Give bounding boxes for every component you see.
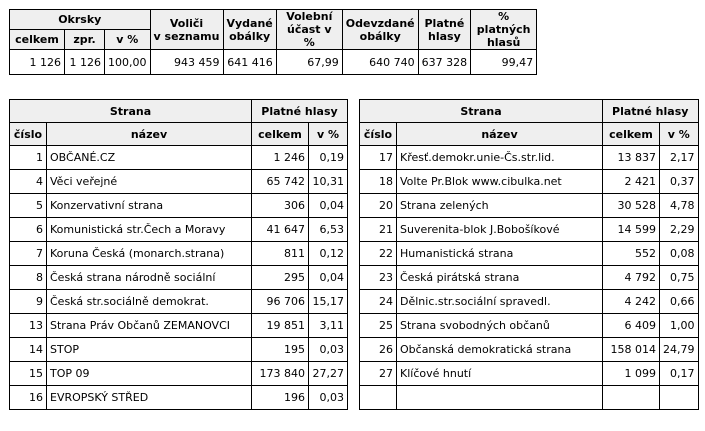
party-votes: 13 837 xyxy=(603,146,660,170)
party-votes: 173 840 xyxy=(252,362,309,386)
party-number: 6 xyxy=(10,218,47,242)
table-row xyxy=(10,242,348,266)
party-number: 23 xyxy=(360,266,397,290)
okrsky-header: Okrsky xyxy=(10,10,151,30)
nazev-header: název xyxy=(397,123,603,146)
party-number: 14 xyxy=(10,338,47,362)
party-number: 26 xyxy=(360,338,397,362)
table-row xyxy=(10,194,348,218)
party-percent: 0,08 xyxy=(660,242,699,266)
okrsky-pct-header: v % xyxy=(105,30,151,50)
party-rows-right xyxy=(360,146,699,410)
table-row xyxy=(360,266,699,290)
party-number: 9 xyxy=(10,290,47,314)
odevzdane-value: 640 740 xyxy=(342,50,418,75)
party-votes: 811 xyxy=(252,242,309,266)
party-percent: 2,17 xyxy=(660,146,699,170)
party-votes: 2 421 xyxy=(603,170,660,194)
party-percent: 0,66 xyxy=(660,290,699,314)
okrsky-celkem-header: celkem xyxy=(10,30,65,50)
party-votes: 41 647 xyxy=(252,218,309,242)
party-name: Klíčové hnutí xyxy=(397,362,603,386)
table-row xyxy=(10,386,348,410)
table-row xyxy=(10,170,348,194)
party-votes: 65 742 xyxy=(252,170,309,194)
party-votes: 96 706 xyxy=(252,290,309,314)
party-percent: 0,17 xyxy=(660,362,699,386)
party-number: 27 xyxy=(360,362,397,386)
party-name: Strana svobodných občanů xyxy=(397,314,603,338)
party-percent: 0,75 xyxy=(660,266,699,290)
party-name: Konzervativní strana xyxy=(47,194,252,218)
party-number: 20 xyxy=(360,194,397,218)
party-name: Volte Pr.Blok www.cibulka.net xyxy=(397,170,603,194)
party-name: Koruna Česká (monarch.strana) xyxy=(47,242,252,266)
party-percent: 24,79 xyxy=(660,338,699,362)
party-percent: 4,78 xyxy=(660,194,699,218)
platne-header: Platné hlasy xyxy=(418,10,471,50)
party-votes: 19 851 xyxy=(252,314,309,338)
table-row xyxy=(360,218,699,242)
party-votes: 1 099 xyxy=(603,362,660,386)
table-row xyxy=(360,386,699,410)
vydane-header: Vydané obálky xyxy=(223,10,276,50)
party-name: Věci veřejné xyxy=(47,170,252,194)
party-number: 7 xyxy=(10,242,47,266)
party-votes: 552 xyxy=(603,242,660,266)
party-name: STOP xyxy=(47,338,252,362)
table-row xyxy=(360,146,699,170)
strana-header: Strana xyxy=(360,100,603,123)
table-row xyxy=(360,242,699,266)
party-name: Česká pirátská strana xyxy=(397,266,603,290)
party-percent: 1,00 xyxy=(660,314,699,338)
party-percent xyxy=(660,386,699,410)
party-table-right xyxy=(359,99,699,410)
party-name: Humanistická strana xyxy=(397,242,603,266)
party-percent: 0,04 xyxy=(309,266,348,290)
party-votes: 30 528 xyxy=(603,194,660,218)
party-number: 22 xyxy=(360,242,397,266)
party-name: Komunistická str.Čech a Moravy xyxy=(47,218,252,242)
party-number: 4 xyxy=(10,170,47,194)
celkem-header: celkem xyxy=(603,123,660,146)
party-votes: 14 599 xyxy=(603,218,660,242)
platne-hlasy-header: Platné hlasy xyxy=(603,100,699,123)
party-percent: 0,03 xyxy=(309,386,348,410)
okrsky-pct-value: 100,00 xyxy=(105,50,151,75)
vydane-value: 641 416 xyxy=(223,50,276,75)
okrsky-zpr-header: zpr. xyxy=(65,30,105,50)
table-row xyxy=(10,362,348,386)
table-row xyxy=(360,314,699,338)
party-name: Suverenita-blok J.Bobošíkové xyxy=(397,218,603,242)
table-row xyxy=(10,314,348,338)
party-number: 13 xyxy=(10,314,47,338)
party-percent: 0,04 xyxy=(309,194,348,218)
table-row xyxy=(360,170,699,194)
okrsky-celkem-value: 1 126 xyxy=(10,50,65,75)
table-row xyxy=(360,290,699,314)
party-percent: 10,31 xyxy=(309,170,348,194)
table-row xyxy=(10,338,348,362)
party-number: 24 xyxy=(360,290,397,314)
party-number: 5 xyxy=(10,194,47,218)
pct-header: v % xyxy=(309,123,348,146)
party-rows-left xyxy=(10,146,348,410)
pct-header: v % xyxy=(660,123,699,146)
party-name: Občanská demokratická strana xyxy=(397,338,603,362)
party-votes: 306 xyxy=(252,194,309,218)
party-percent: 2,29 xyxy=(660,218,699,242)
party-name xyxy=(397,386,603,410)
party-number: 1 xyxy=(10,146,47,170)
pct-platnych-header: % platných hlasů xyxy=(471,10,537,50)
party-votes: 196 xyxy=(252,386,309,410)
party-votes: 1 246 xyxy=(252,146,309,170)
ucast-header: Volební účast v % xyxy=(276,10,342,50)
table-row xyxy=(360,338,699,362)
party-percent: 0,03 xyxy=(309,338,348,362)
party-votes xyxy=(603,386,660,410)
party-votes: 6 409 xyxy=(603,314,660,338)
party-percent: 3,11 xyxy=(309,314,348,338)
table-row xyxy=(360,194,699,218)
party-votes: 158 014 xyxy=(603,338,660,362)
strana-header: Strana xyxy=(10,100,252,123)
ucast-value: 67,99 xyxy=(276,50,342,75)
party-percent: 0,12 xyxy=(309,242,348,266)
nazev-header: název xyxy=(47,123,252,146)
odevzdane-header: Odevzdané obálky xyxy=(342,10,418,50)
party-votes: 295 xyxy=(252,266,309,290)
party-number: 17 xyxy=(360,146,397,170)
table-row xyxy=(10,218,348,242)
party-percent: 27,27 xyxy=(309,362,348,386)
party-number: 16 xyxy=(10,386,47,410)
party-name: OBČANÉ.CZ xyxy=(47,146,252,170)
party-name: Česká strana národně sociální xyxy=(47,266,252,290)
party-percent: 15,17 xyxy=(309,290,348,314)
party-table-left xyxy=(9,99,348,410)
party-name: Strana Práv Občanů ZEMANOVCI xyxy=(47,314,252,338)
cislo-header: číslo xyxy=(10,123,47,146)
party-number: 8 xyxy=(10,266,47,290)
party-number: 15 xyxy=(10,362,47,386)
celkem-header: celkem xyxy=(252,123,309,146)
party-votes: 4 792 xyxy=(603,266,660,290)
party-votes: 4 242 xyxy=(603,290,660,314)
party-name: Dělnic.str.sociální spravedl. xyxy=(397,290,603,314)
pct-platnych-value: 99,47 xyxy=(471,50,537,75)
party-number: 21 xyxy=(360,218,397,242)
table-row xyxy=(360,362,699,386)
party-percent: 0,37 xyxy=(660,170,699,194)
okrsky-zpr-value: 1 126 xyxy=(65,50,105,75)
party-name: Strana zelených xyxy=(397,194,603,218)
table-row xyxy=(10,290,348,314)
party-number: 25 xyxy=(360,314,397,338)
party-name: EVROPSKÝ STŘED xyxy=(47,386,252,410)
party-percent: 0,19 xyxy=(309,146,348,170)
cislo-header: číslo xyxy=(360,123,397,146)
party-number xyxy=(360,386,397,410)
party-number: 18 xyxy=(360,170,397,194)
party-name: TOP 09 xyxy=(47,362,252,386)
table-row xyxy=(10,266,348,290)
volici-header: Voliči v seznamu xyxy=(150,10,223,50)
table-row xyxy=(10,146,348,170)
party-percent: 6,53 xyxy=(309,218,348,242)
platne-value: 637 328 xyxy=(418,50,471,75)
party-name: Česká str.sociálně demokrat. xyxy=(47,290,252,314)
volici-value: 943 459 xyxy=(150,50,223,75)
summary-table xyxy=(9,9,537,75)
party-votes: 195 xyxy=(252,338,309,362)
party-name: Křesť.demokr.unie-Čs.str.lid. xyxy=(397,146,603,170)
platne-hlasy-header: Platné hlasy xyxy=(252,100,348,123)
